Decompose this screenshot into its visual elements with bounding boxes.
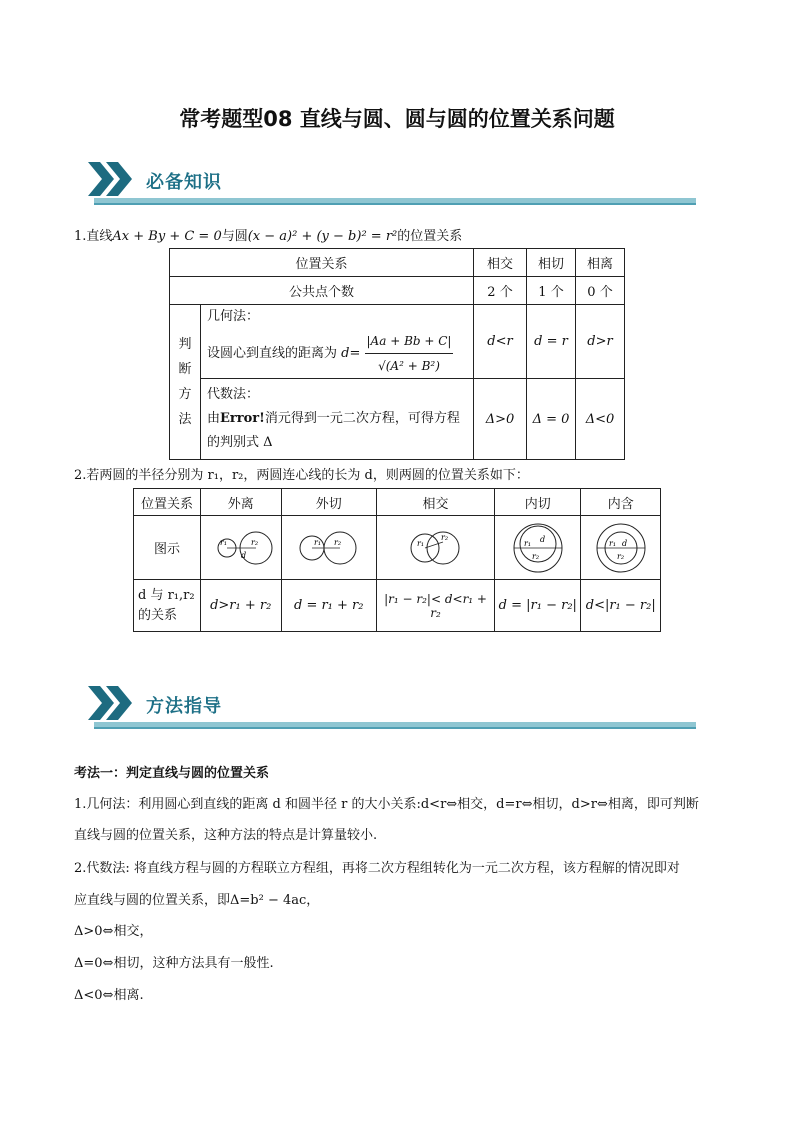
svg-text:r₂: r₂: [616, 551, 624, 561]
table-cell: d>r: [576, 305, 625, 379]
method-text: 直线与圆的位置关系，这种方法的特点是计算量较小.: [74, 828, 378, 843]
table-cell: d = r: [527, 305, 576, 379]
geometric-method-cell: 几何法： 设圆心到直线的距离为 d= $\frac{|Aa + Bb + C|}{\text{√(A² + B²)}}$: [201, 305, 474, 379]
table-cell: 图示: [134, 516, 201, 580]
table-header: 位置关系: [170, 249, 474, 277]
table-header: 相交: [474, 249, 527, 277]
table-cell: d 与 r₁,r₂ 的关系: [134, 580, 201, 632]
table-header: 相切: [527, 249, 576, 277]
table-cell: Δ = 0: [527, 379, 576, 460]
table-cell: d>r₁ + r₂: [200, 580, 281, 632]
table-cell: 2 个: [474, 277, 527, 305]
method-text: 2.代数法: 将直线方程与圆的方程联立方程组，再将二次方程组转化为一元二次方程，该方程解的情况即对: [74, 861, 680, 876]
section-banner-method: [86, 682, 696, 734]
diagram-internal-tangent: [495, 516, 581, 580]
svg-text:r₁: r₁: [608, 538, 616, 548]
method-text: Δ=0⇔相切，这种方法具有一般性.: [74, 956, 274, 971]
svg-text:d: d: [240, 550, 246, 560]
algebraic-method-cell: 代数法： 由Error!消元得到一元二次方程，可得方程 的判别式 Δ: [201, 379, 474, 460]
circle-circle-table: [133, 488, 661, 632]
section-banner-knowledge: [86, 158, 696, 210]
svg-text:r₂: r₂: [440, 532, 448, 542]
double-chevron-icon: [86, 682, 138, 724]
svg-text:r₁: r₁: [523, 538, 531, 548]
divider: [94, 727, 696, 729]
table-cell: 1 个: [527, 277, 576, 305]
svg-text:r₁: r₁: [219, 537, 227, 547]
svg-text:d: d: [621, 538, 627, 548]
paragraph-1: 1.直线Ax + By + C = 0与圆(x − a)² + (y − b)² = r²的位置关系: [74, 229, 463, 244]
method-text: Δ>0⇔相交，: [74, 924, 153, 939]
table-header: 位置关系: [134, 489, 201, 516]
paragraph-2: 2.若两圆的半径分别为 r₁，r₂，两圆连心线的长为 d，则两圆的位置关系如下：: [74, 468, 529, 483]
table-header: 内切: [495, 489, 581, 516]
method-text: Δ<0⇔相离.: [74, 988, 144, 1003]
distance-formula: $\frac{|Aa + Bb + C|}{\text{√(A² + B²)}}$: [365, 329, 454, 378]
svg-text:r₁: r₁: [313, 537, 321, 547]
double-chevron-icon: [86, 158, 138, 200]
diagram-contain: [581, 516, 661, 580]
section-title: 方法指导: [146, 696, 222, 717]
table-cell: 0 个: [576, 277, 625, 305]
table-cell: Δ<0: [576, 379, 625, 460]
table-header: 外切: [281, 489, 376, 516]
page-title: 常考题型08 直线与圆、圆与圆的位置关系问题: [179, 107, 615, 131]
table-header: 外离: [200, 489, 281, 516]
diagram-separate: [200, 516, 281, 580]
svg-text:r₂: r₂: [333, 537, 341, 547]
method-heading: 考法一：判定直线与圆的位置关系: [74, 766, 270, 781]
section-title: 必备知识: [146, 172, 222, 193]
svg-text:r₂: r₂: [531, 551, 539, 561]
table-cell: d = |r₁ − r₂|: [495, 580, 581, 632]
svg-text:d: d: [539, 534, 545, 544]
divider: [94, 203, 696, 205]
table-cell: d<r: [474, 305, 527, 379]
diagram-external-tangent: [281, 516, 376, 580]
table-cell: 公共点个数: [170, 277, 474, 305]
table-header: 相交: [376, 489, 494, 516]
method-text: 1.几何法：利用圆心到直线的距离 d 和圆半径 r 的大小关系:d<r⇔相交，d=r⇔相切，d>r⇔相离，即可判断: [74, 797, 699, 812]
table-header: 相离: [576, 249, 625, 277]
table-cell: |r₁ − r₂|< d<r₁ + r₂: [376, 580, 494, 632]
line-circle-table: [169, 248, 625, 460]
judge-method-label: 判 断 方 法: [170, 305, 201, 460]
diagram-intersect: [376, 516, 494, 580]
table-cell: Δ>0: [474, 379, 527, 460]
table-header: 内含: [581, 489, 661, 516]
method-text: 应直线与圆的位置关系，即Δ=b² − 4ac，: [74, 893, 320, 908]
table-cell: d<|r₁ − r₂|: [581, 580, 661, 632]
svg-text:r₂: r₂: [250, 537, 258, 547]
table-cell: d = r₁ + r₂: [281, 580, 376, 632]
svg-text:r₁: r₁: [416, 538, 424, 548]
